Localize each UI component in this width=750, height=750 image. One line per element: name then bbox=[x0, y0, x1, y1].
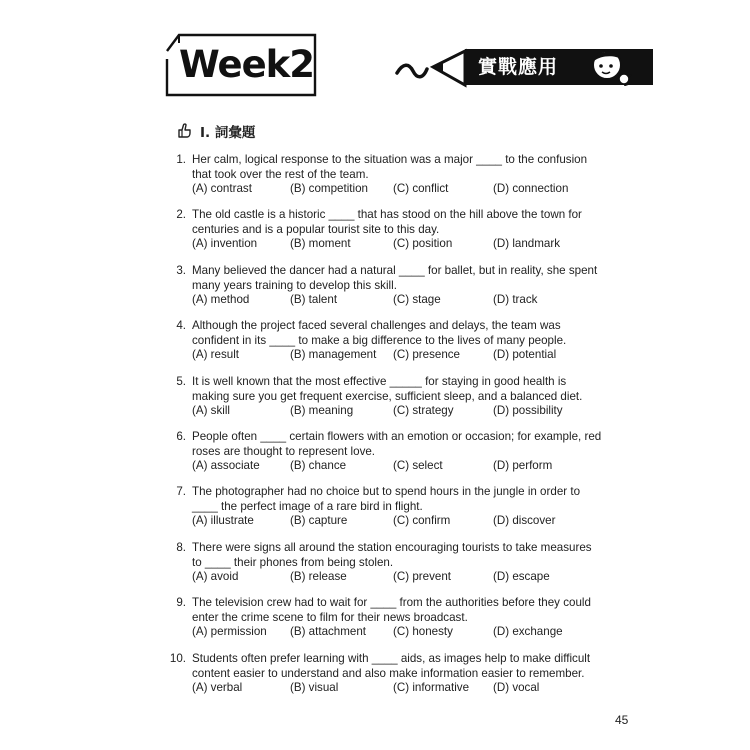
question-options bbox=[192, 570, 612, 585]
option-d: (D) connection bbox=[493, 182, 569, 195]
option-d: (D) exchange bbox=[493, 625, 563, 638]
option-a: (A) avoid bbox=[192, 570, 239, 583]
question-number: 9. bbox=[176, 596, 186, 609]
practice-banner bbox=[395, 43, 655, 95]
question-options bbox=[192, 348, 612, 363]
option-d: (D) perform bbox=[493, 459, 553, 472]
option-d: (D) landmark bbox=[493, 237, 560, 250]
question-options bbox=[192, 625, 612, 640]
question-options bbox=[192, 459, 612, 474]
option-d: (D) track bbox=[493, 293, 538, 306]
option-b: (B) management bbox=[290, 348, 377, 361]
question-options bbox=[192, 514, 612, 529]
question-text: There were signs all around the station encouraging tourists to take measures to ____ their phones from being stolen. bbox=[192, 541, 592, 569]
question-options bbox=[192, 293, 612, 308]
option-b: (B) release bbox=[290, 570, 347, 583]
week-title-box bbox=[165, 33, 318, 98]
section-title: I. 詞彙題 bbox=[200, 125, 256, 141]
option-c: (C) confirm bbox=[393, 514, 451, 527]
question-number: 6. bbox=[176, 430, 186, 443]
question-text: Students often prefer learning with ____ aids, as images help to make difficult content easier to understand and also make information easier to remember. bbox=[192, 652, 591, 680]
week-title: Week2 bbox=[179, 43, 315, 86]
option-b: (B) meaning bbox=[290, 404, 354, 417]
option-c: (C) honesty bbox=[393, 625, 453, 638]
pointing-hand-icon bbox=[176, 122, 194, 140]
question-options bbox=[192, 404, 612, 419]
question-number: 8. bbox=[176, 541, 186, 554]
option-a: (A) permission bbox=[192, 625, 267, 638]
option-a: (A) result bbox=[192, 348, 240, 361]
question-number: 2. bbox=[176, 208, 186, 221]
question-number: 4. bbox=[176, 319, 186, 332]
question-text: The old castle is a historic ____ that has stood on the hill above the town for centuries and is a popular tourist site to this day. bbox=[192, 208, 582, 236]
option-c: (C) stage bbox=[393, 293, 441, 306]
option-b: (B) moment bbox=[290, 237, 351, 250]
option-c: (C) position bbox=[393, 237, 453, 250]
option-c: (C) strategy bbox=[393, 404, 454, 417]
option-a: (A) method bbox=[192, 293, 250, 306]
option-a: (A) contrast bbox=[192, 182, 252, 195]
option-d: (D) possibility bbox=[493, 404, 563, 417]
question-text: Her calm, logical response to the situation was a major ____ to the confusion that took over the rest of the team. bbox=[192, 153, 588, 181]
option-d: (D) vocal bbox=[493, 681, 540, 694]
option-b: (B) attachment bbox=[290, 625, 367, 638]
page-number: 45 bbox=[615, 713, 629, 727]
option-d: (D) discover bbox=[493, 514, 556, 527]
option-a: (A) skill bbox=[192, 404, 230, 417]
option-c: (C) prevent bbox=[393, 570, 451, 583]
question-text: People often ____ certain flowers with an emotion or occasion; for example, red roses are thought to represent love. bbox=[192, 430, 602, 458]
option-b: (B) competition bbox=[290, 182, 368, 195]
option-b: (B) chance bbox=[290, 459, 347, 472]
question-options bbox=[192, 182, 612, 197]
section-heading bbox=[176, 122, 255, 140]
question-number: 5. bbox=[176, 375, 186, 388]
question-options bbox=[192, 681, 612, 696]
question-text: The television crew had to wait for ____ from the authorities before they could enter the crime scene to film for their news broadcast. bbox=[192, 596, 591, 624]
option-c: (C) select bbox=[393, 459, 443, 472]
option-b: (B) visual bbox=[290, 681, 339, 694]
option-c: (C) informative bbox=[393, 681, 470, 694]
option-a: (A) verbal bbox=[192, 681, 243, 694]
option-c: (C) conflict bbox=[393, 182, 449, 195]
question-text: The photographer had no choice but to spend hours in the jungle in order to ____ the perfect image of a rare bird in flight. bbox=[192, 485, 581, 513]
option-c: (C) presence bbox=[393, 348, 461, 361]
question-text: Although the project faced several challenges and delays, the team was confident in its ____ to make a big difference to the lives of many people. bbox=[192, 319, 567, 347]
option-b: (B) capture bbox=[290, 514, 348, 527]
question-options bbox=[192, 237, 612, 252]
option-d: (D) escape bbox=[493, 570, 550, 583]
option-a: (A) illustrate bbox=[192, 514, 254, 527]
question-text: It is well known that the most effective _____ for staying in good health is making sure you get frequent exercise, sufficient sleep, and a balanced diet. bbox=[192, 375, 583, 403]
question-number: 10. bbox=[169, 652, 186, 665]
option-a: (A) associate bbox=[192, 459, 260, 472]
question-number: 7. bbox=[176, 485, 186, 498]
question-number: 1. bbox=[176, 153, 186, 166]
option-b: (B) talent bbox=[290, 293, 338, 306]
banner-label: 實戰應用 bbox=[478, 56, 559, 78]
option-d: (D) potential bbox=[493, 348, 557, 361]
question-number: 3. bbox=[176, 264, 186, 277]
option-a: (A) invention bbox=[192, 237, 258, 250]
question-text: Many believed the dancer had a natural ____ for ballet, but in reality, she spent many years training to develop this skill. bbox=[192, 264, 598, 292]
